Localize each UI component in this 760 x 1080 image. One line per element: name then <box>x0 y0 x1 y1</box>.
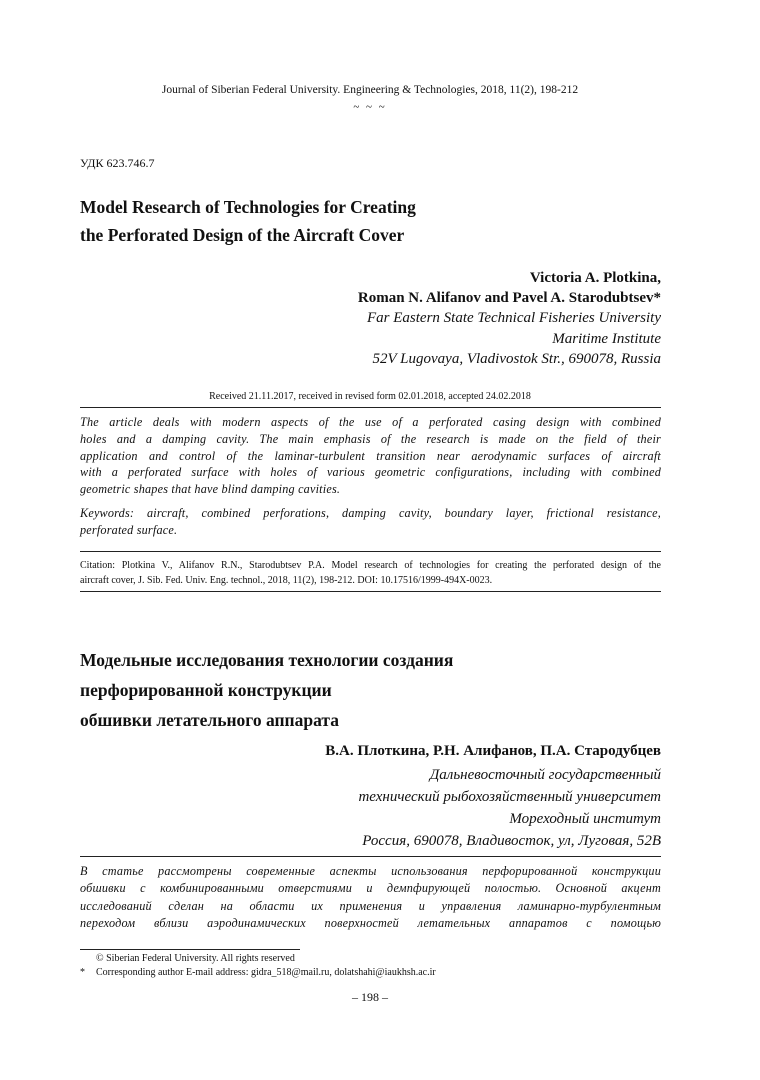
page-number: – 198 – <box>352 990 388 1004</box>
title-en-line: Model Research of Technologies for Creating <box>80 197 416 217</box>
affiliation-line: Far Eastern State Technical Fisheries University <box>367 310 661 326</box>
abstract-line: В статье рассмотрены современные аспекты использования перфорированной конструкции <box>80 864 661 878</box>
article-title-ru <box>80 645 453 735</box>
abstract-en <box>80 414 661 498</box>
abstract-line: исследований сделан на области их применения и управления ламинарно-турбулентным <box>80 898 661 913</box>
divider-line <box>80 856 661 857</box>
title-ru-line: перфорированной конструкции <box>80 680 332 700</box>
title-ru-line: Модельные исследования технологии создания <box>80 650 454 670</box>
abstract-ru <box>80 863 661 932</box>
header-separator: ~ ~ ~ <box>353 101 387 113</box>
affiliation-ru <box>358 764 661 852</box>
abstract-line: application and control of the laminar-turbulent transition near aerodynamic surfaces of aircraft <box>80 448 661 463</box>
title-en-line: the Perforated Design of the Aircraft Cover <box>80 225 405 245</box>
authors-ru: В.А. Плоткина, Р.Н. Алифанов, П.А. Стародубцев <box>325 743 661 759</box>
citation-line: aircraft cover, J. Sib. Fed. Univ. Eng. technol., 2018, 11(2), 198-212. DOI: 10.17516/1999-494X-0023. <box>80 575 493 586</box>
affiliation-line: Россия, 690078, Владивосток, ул, Луговая, 52В <box>362 833 661 849</box>
abstract-line: with a perforated surface with holes of various geometric configurations, including with combined <box>80 465 661 480</box>
keywords-en <box>80 505 661 539</box>
author-line: Victoria A. Plotkina, <box>529 270 661 286</box>
affiliation-line: Мореходный институт <box>509 811 661 827</box>
udc-code: УДК 623.746.7 <box>80 156 155 170</box>
corresponding-email-text: Corresponding author E-mail address: gidra_518@mail.ru, dolatshahi@iaukhsh.ac.ir <box>96 967 436 978</box>
divider-line <box>80 591 661 592</box>
affiliation-line: 52V Lugovaya, Vladivostok Str., 690078, Russia <box>372 351 661 367</box>
corresponding-footnote <box>80 967 436 978</box>
abstract-line: holes and a damping cavity. The main emphasis of the research is made on the field of their <box>80 431 661 446</box>
citation-line: Citation: Plotkina V., Alifanov R.N., Starodubtsev P.A. Model research of technologies for creating the perforated design of the <box>80 560 661 571</box>
affiliation-line: Дальневосточный государственный <box>429 767 661 783</box>
title-ru-line: обшивки летательного аппарата <box>80 710 339 730</box>
citation <box>80 558 661 588</box>
abstract-line: обшивки с комбинированными отверстиями и демпфирующей полостью. Основной акцент <box>80 881 661 896</box>
author-line: Roman N. Alifanov and Pavel A. Starodubtsev* <box>357 290 661 306</box>
keywords-line: perforated surface. <box>80 522 178 537</box>
article-title-en <box>80 193 416 249</box>
abstract-line: geometric shapes that have blind damping cavities. <box>80 482 341 497</box>
affiliation-en <box>367 308 661 370</box>
divider-line <box>80 551 661 552</box>
authors-en <box>358 268 661 308</box>
received-dates: Received 21.11.2017, received in revised form 02.01.2018, accepted 24.02.2018 <box>209 391 531 402</box>
copyright-footnote: © Siberian Federal University. All rights reserved <box>96 953 295 964</box>
keywords-line: Keywords: aircraft, combined perforations, damping cavity, boundary layer, frictional resistance, <box>80 506 661 520</box>
footnote-divider <box>80 949 300 950</box>
abstract-line: переходом вблизи аэродинамических поверхностей летательных аппаратов с помощью <box>80 915 661 930</box>
affiliation-line: технический рыбохозяйственный университет <box>358 789 661 805</box>
abstract-line: The article deals with modern aspects of the use of a perforated casing design with combined <box>80 415 661 429</box>
footnote-mark: * <box>80 967 85 978</box>
journal-header: Journal of Siberian Federal University. Engineering & Technologies, 2018, 11(2), 198-212 <box>161 84 579 96</box>
divider-line <box>80 407 661 408</box>
affiliation-line: Maritime Institute <box>552 330 661 347</box>
